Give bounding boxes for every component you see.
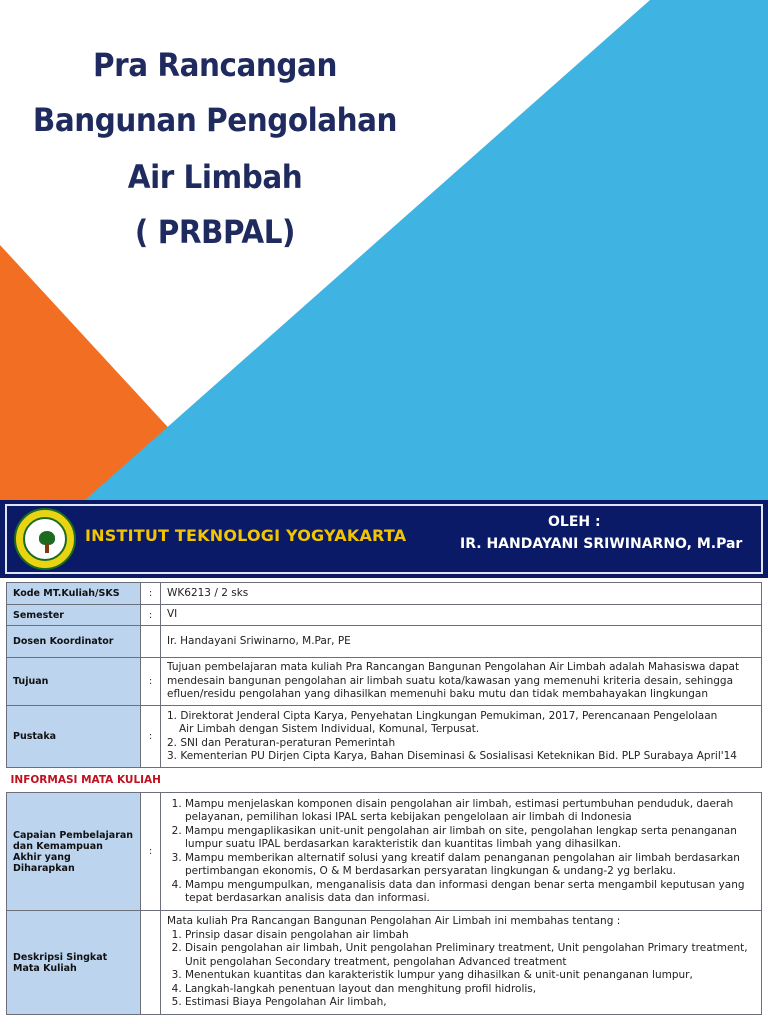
deskripsi-item: 2. Disain pengolahan air limbah, Unit pengolahan Preliminary treatment, Unit pengolahan Primary treatment, Unit pengolahan Secondary treatment, pengolahan Advanced treatment [185, 942, 755, 969]
row-dosen [7, 626, 762, 658]
dosen-value: Ir. Handayani Sriwinarno, M.Par, PE [161, 626, 762, 658]
deskripsi-value [161, 911, 762, 1015]
pustaka-value [161, 706, 762, 768]
title-line-2: Bangunan Pengolahan [32, 101, 398, 139]
capaian-item: 4. Mampu mengumpulkan, menganalisis data dan informasi dengan benar serta mengambil keputusan yang tepat berdasarkan analisis data dan informasi. [185, 879, 755, 906]
section-title: INFORMASI MATA KULIAH [7, 768, 762, 793]
title-line-1: Pra Rancangan [93, 46, 337, 84]
pustaka-item: 2. SNI dan Peraturan-peraturan Pemerintah [167, 736, 396, 749]
title-slide [0, 0, 768, 500]
author-name: IR. HANDAYANI SRIWINARNO, M.Par [460, 536, 743, 552]
logo-trunk [45, 543, 49, 553]
kode-colon: : [141, 583, 161, 605]
capaian-value [161, 793, 762, 911]
deskripsi-intro: Mata kuliah Pra Rancangan Bangunan Pengolahan Air Limbah ini membahas tentang : [167, 915, 621, 928]
row-capaian [7, 793, 762, 911]
capaian-label: Capaian Pembelajaran dan Kemampuan Akhir yang Diharapkan [7, 793, 141, 911]
oleh-label: OLEH : [548, 514, 601, 530]
pustaka-item: Air Limbah dengan Sistem Individual, Komunal, Terpusat. [179, 723, 480, 735]
course-info-table [6, 582, 762, 1015]
deskripsi-item: 1. Prinsip dasar disain pengolahan air limbah [185, 929, 755, 943]
row-section [7, 768, 762, 793]
logo-ring [23, 517, 67, 561]
title-line-3: Air Limbah [127, 158, 303, 196]
institute-name: INSTITUT TEKNOLOGI YOGYAKARTA [85, 526, 407, 545]
capaian-item: 3. Mampu memberikan alternatif solusi yang kreatif dalam penanganan pengolahan air limbah berdasarkan pertimbangan ekonomis, O & M berdasarkan persyaratan lingkungan & undang-2 yg berlaku. [185, 852, 755, 879]
institute-banner [0, 500, 768, 578]
semester-label: Semester [7, 605, 141, 626]
kode-label: Kode MT.Kuliah/SKS [7, 583, 141, 605]
row-deskripsi [7, 911, 762, 1015]
row-tujuan [7, 658, 762, 706]
deskripsi-item: 5. Estimasi Biaya Pengolahan Air limbah, [185, 996, 755, 1010]
kode-value: WK6213 / 2 sks [161, 583, 762, 605]
pustaka-colon: : [141, 706, 161, 768]
semester-colon: : [141, 605, 161, 626]
dosen-colon [141, 626, 161, 658]
deskripsi-item: 3. Menentukan kuantitas dan karakteristik lumpur yang dihasilkan & unit-unit penanganan lumpur, [185, 969, 755, 983]
row-semester [7, 605, 762, 626]
deskripsi-label: Deskripsi Singkat Mata Kuliah [7, 911, 141, 1015]
deskripsi-colon [141, 911, 161, 1015]
dosen-label: Dosen Koordinator [7, 626, 141, 658]
title-line-4: ( PRBPAL) [134, 213, 296, 251]
capaian-item: 2. Mampu mengaplikasikan unit-unit pengolahan air limbah on site, pengolahan lengkap serta penanganan lumpur suatu IPAL berdasarkan karakteristik dan kuantitas limbah yang dihasilkan. [185, 825, 755, 852]
pustaka-label: Pustaka [7, 706, 141, 768]
pustaka-item: 3. Kementerian PU Dirjen Cipta Karya, Bahan Diseminasi & Sosialisasi Keteknikan Bid. PLP Surabaya April'14 [167, 750, 737, 762]
tujuan-colon: : [141, 658, 161, 706]
row-kode [7, 583, 762, 605]
capaian-colon: : [141, 793, 161, 911]
semester-value: VI [161, 605, 762, 626]
institute-logo-icon [14, 508, 76, 570]
capaian-item: 1. Mampu menjelaskan komponen disain pengolahan air limbah, estimasi pertumbuhan penduduk, daerah pelayanan, pemilihan lokasi IPAL serta kebijakan pengelolaan air limbah di Indonesia [185, 798, 755, 825]
pustaka-item: 1. Direktorat Jenderal Cipta Karya, Penyehatan Lingkungan Pemukiman, 2017, Perencanaan Pengelolaan [167, 709, 718, 722]
tujuan-label: Tujuan [7, 658, 141, 706]
deskripsi-item: 4. Langkah-langkah penentuan layout dan menghitung profil hidrolis, [185, 983, 755, 997]
tujuan-value: Tujuan pembelajaran mata kuliah Pra Rancangan Bangunan Pengolahan Air Limbah adalah Mahasiswa dapat mendesain bangunan pengolahan air limbah suatu kota/kawasan yang memenuhi kriteria desain, sehingga efluen/residu pengolahan yang dihasilkan memenuhi baku mutu dan tidak membahayakan lingkungan [161, 658, 762, 706]
row-pustaka [7, 706, 762, 768]
